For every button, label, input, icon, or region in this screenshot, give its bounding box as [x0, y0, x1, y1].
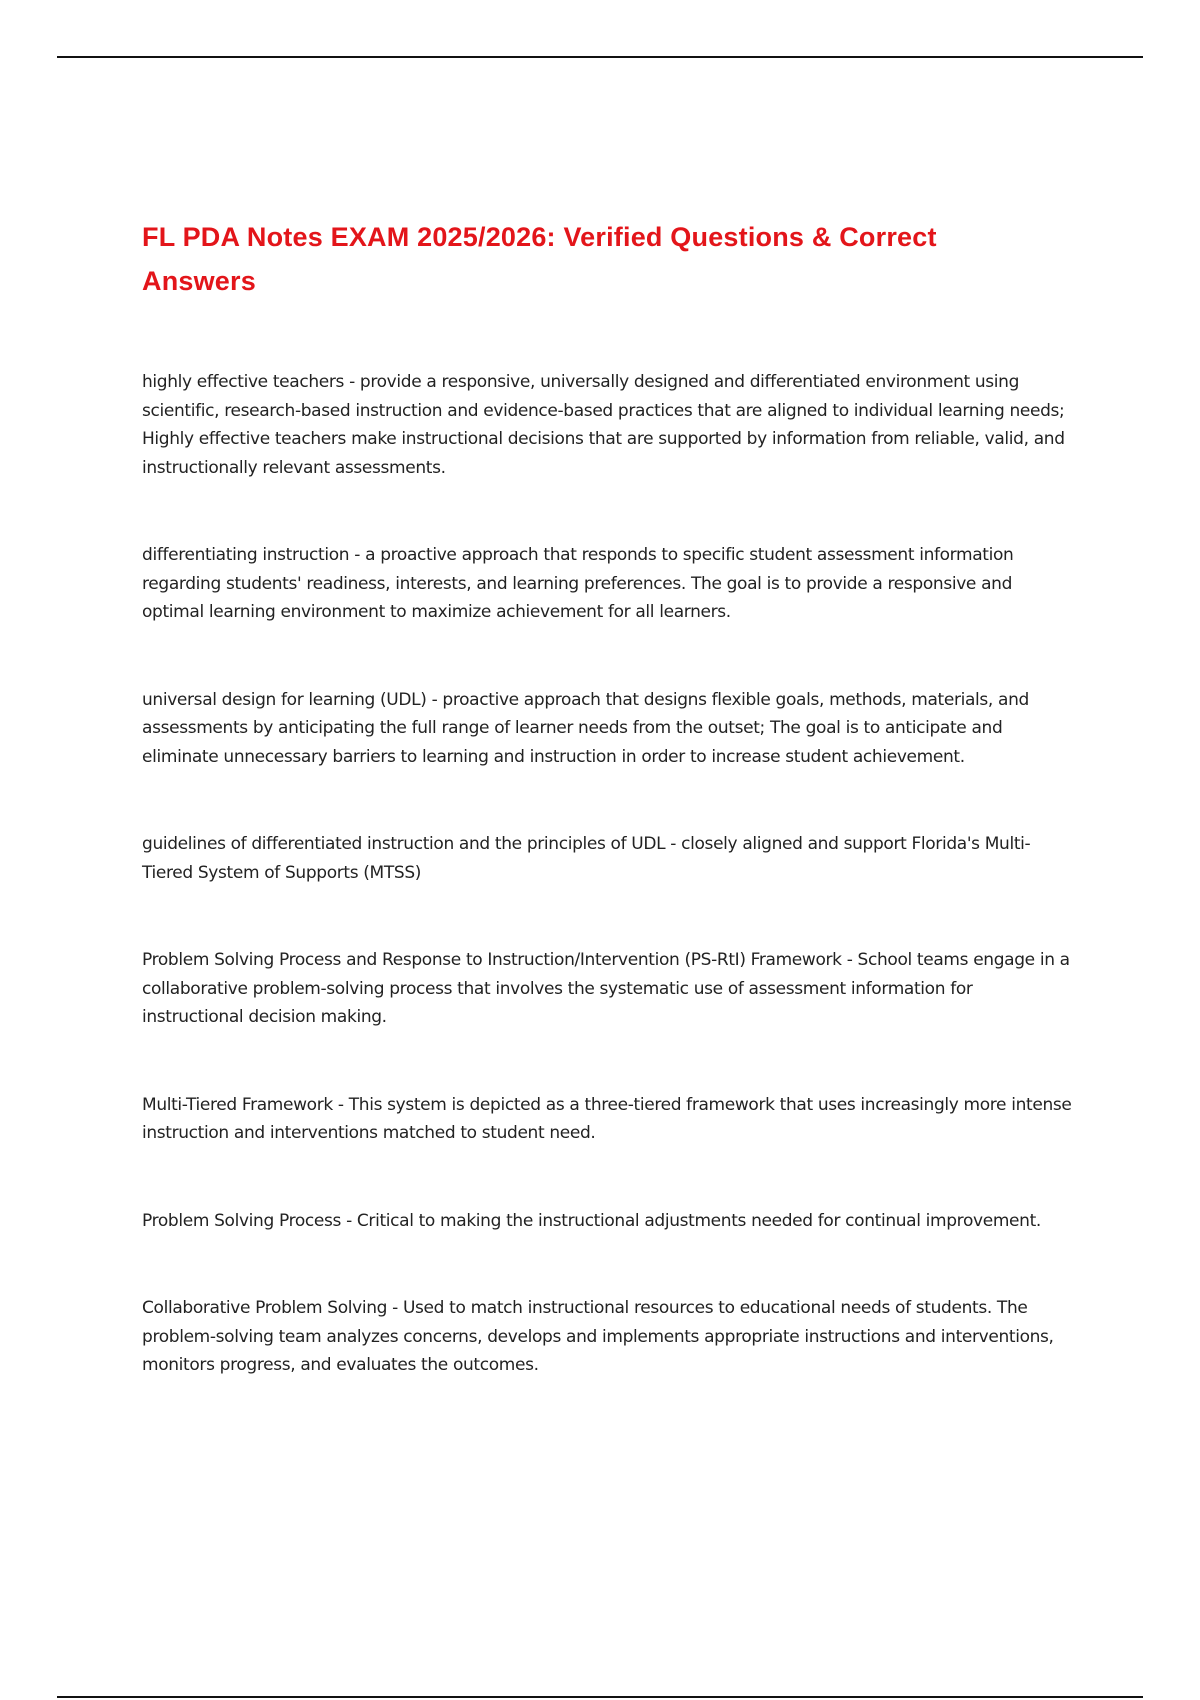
document-body — [142, 215, 1072, 1439]
document-title: FL PDA Notes EXAM 2025/2026: Verified Questions & Correct Answers — [142, 222, 937, 296]
note-differentiating-instruction: differentiating instruction - a proactive approach that responds to specific student assessment information regarding students' readiness, interests, and learning preferences. The goal is to provide a responsive and optimal learning environment to maximize achievement for all learners. — [142, 545, 1014, 622]
note-collaborative-problem-solving: Collaborative Problem Solving - Used to match instructional resources to educational needs of students. The problem-solving team analyzes concerns, develops and implements appropriate instructions and interventions, monitors progress, and evaluates the outcomes. — [142, 1298, 1054, 1375]
note-ps-rti-framework: Problem Solving Process and Response to Instruction/Intervention (PS-RtI) Framework - School teams engage in a collaborative problem-solving process that involves the systematic use of assessment information for instructional decision making. — [142, 950, 1070, 1027]
note-universal-design-for-learning: universal design for learning (UDL) - proactive approach that designs flexible goals, methods, materials, and assessments by anticipating the full range of learner needs from the outset; The goal is to anticipate and eliminate unnecessary barriers to learning and instruction in order to increase student achievement. — [142, 689, 1029, 767]
note-guidelines-mtss: guidelines of differentiated instruction and the principles of UDL - closely aligned and support Florida's Multi-Tiered System of Supports (MTSS) — [142, 834, 1031, 883]
notes-list — [142, 368, 1072, 1380]
note-highly-effective-teachers: highly effective teachers - provide a responsive, universally designed and differentiated environment using scientific, research-based instruction and evidence-based practices that are aligned to individual learning needs; Highly effective teachers make instructional decisions that are supported by information from reliable, valid, and instructionally relevant assessments. — [142, 372, 1065, 478]
bottom-divider — [57, 1696, 1143, 1698]
note-problem-solving-process: Problem Solving Process - Critical to making the instructional adjustments needed for continual improvement. — [142, 1210, 1041, 1231]
top-divider — [57, 56, 1143, 58]
note-multi-tiered-framework: Multi-Tiered Framework - This system is depicted as a three-tiered framework that uses increasingly more intense instruction and interventions matched to student need. — [142, 1094, 1072, 1143]
